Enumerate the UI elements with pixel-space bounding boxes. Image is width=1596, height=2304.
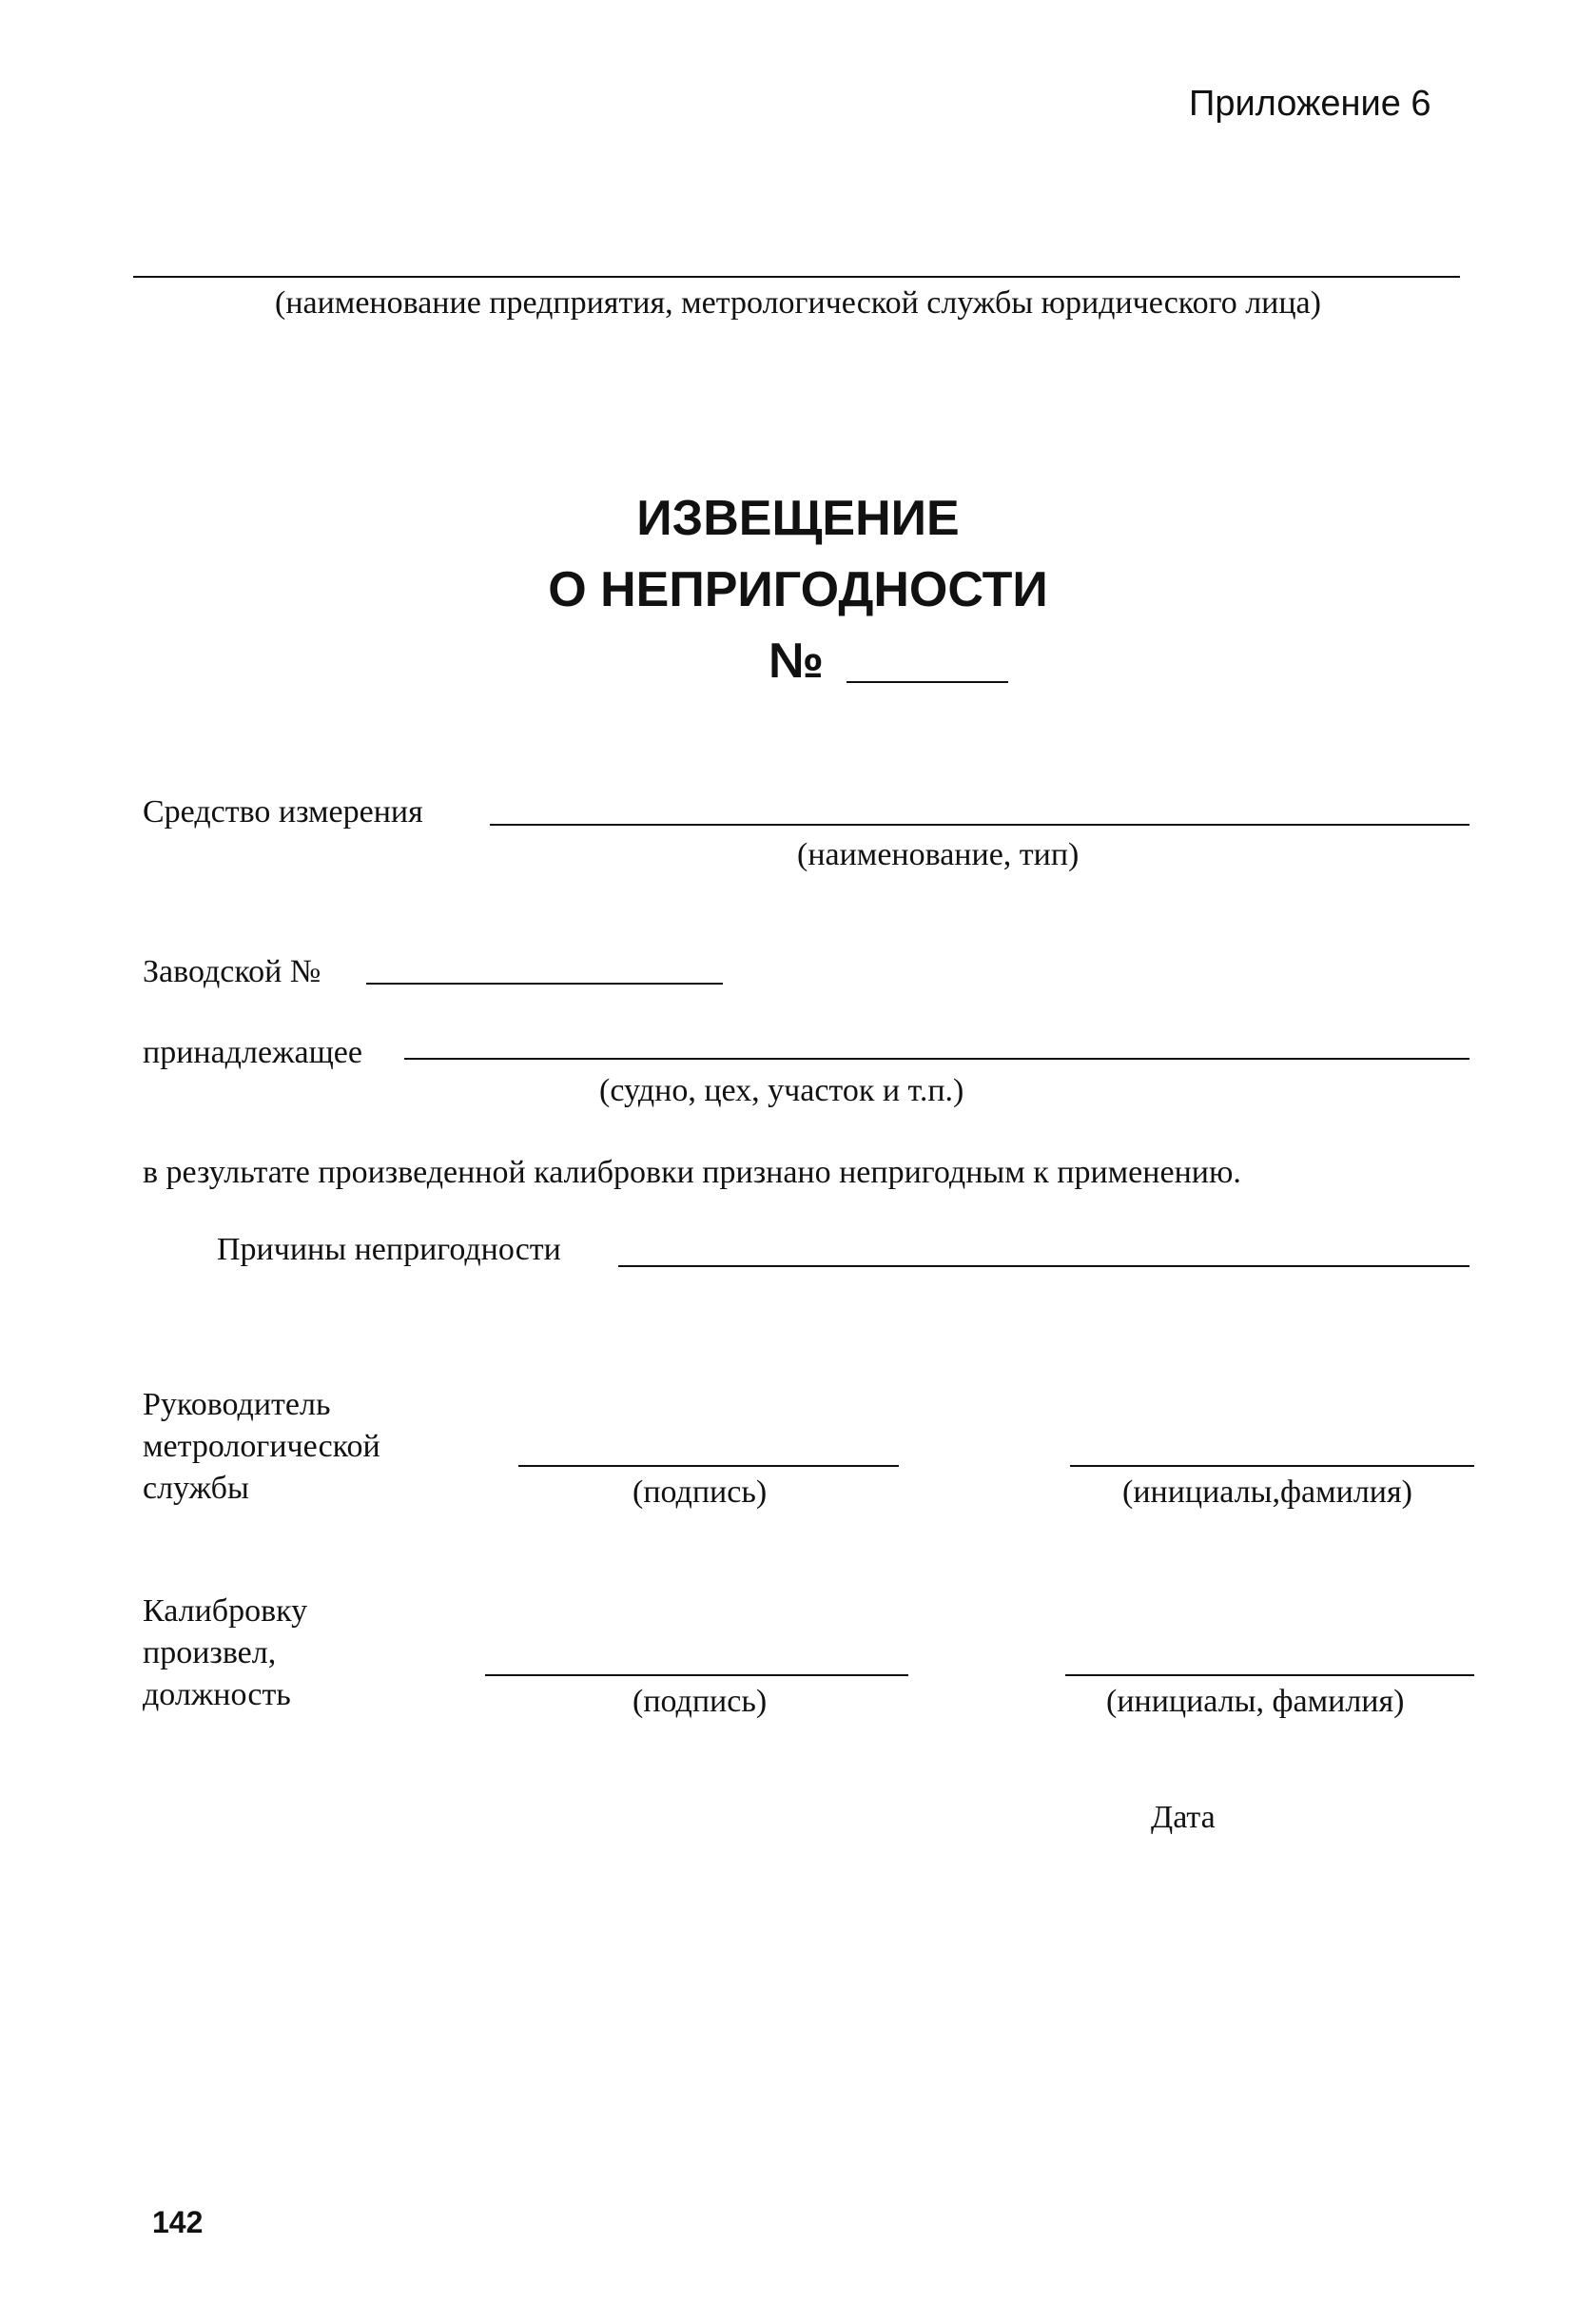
head-label-line3: службы <box>143 1471 249 1506</box>
result-text: в результате произведенной калибровки признано непригодным к применению. <box>143 1155 1241 1190</box>
owner-field[interactable] <box>404 1058 1469 1060</box>
head-signature-caption: (подпись) <box>633 1474 768 1510</box>
document-title-line1: ИЗВЕЩЕНИЕ <box>636 491 960 546</box>
serial-number-label: Заводской № <box>143 954 321 989</box>
head-label-line2: метрологической <box>143 1429 380 1464</box>
instrument-field[interactable] <box>490 824 1469 826</box>
calibrator-label-line2: произвел, <box>143 1635 277 1670</box>
head-name-field[interactable] <box>1070 1465 1474 1467</box>
instrument-label: Средство измерения <box>143 794 423 830</box>
reasons-label: Причины непригодности <box>217 1232 561 1267</box>
reasons-field[interactable] <box>618 1265 1469 1267</box>
calibrator-signature-field[interactable] <box>485 1674 908 1676</box>
notice-number-field[interactable] <box>847 681 1008 683</box>
date-label: Дата <box>1151 1800 1216 1835</box>
head-label-line1: Руководитель <box>143 1387 331 1422</box>
organization-caption: (наименование предприятия, метрологической службы юридического лица) <box>275 285 1321 321</box>
calibrator-label-line3: должность <box>143 1677 291 1712</box>
calibrator-name-field[interactable] <box>1065 1674 1474 1676</box>
document-title-line2: О НЕПРИГОДНОСТИ <box>548 562 1048 617</box>
organization-field[interactable] <box>133 276 1460 278</box>
head-signature-field[interactable] <box>518 1465 899 1467</box>
head-name-caption: (инициалы,фамилия) <box>1122 1474 1412 1510</box>
appendix-label: Приложение 6 <box>1189 84 1431 124</box>
owner-caption: (судно, цех, участок и т.п.) <box>599 1073 964 1108</box>
page-number: 142 <box>152 2205 204 2239</box>
notice-number-label: № <box>769 634 824 689</box>
calibrator-name-caption: (инициалы, фамилия) <box>1106 1684 1405 1719</box>
owner-label: принадлежащее <box>143 1035 362 1070</box>
calibrator-label-line1: Калибровку <box>143 1593 308 1629</box>
serial-number-field[interactable] <box>366 983 723 985</box>
instrument-caption: (наименование, тип) <box>797 837 1080 872</box>
calibrator-signature-caption: (подпись) <box>633 1684 768 1719</box>
